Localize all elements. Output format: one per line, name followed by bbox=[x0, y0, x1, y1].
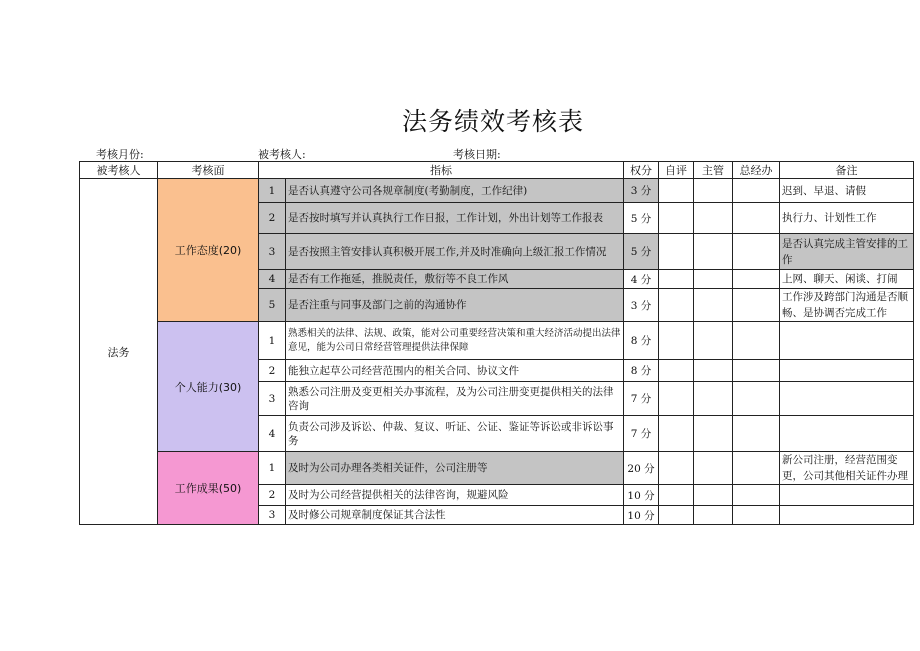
self-eval-cell[interactable] bbox=[659, 203, 694, 234]
weight-score: 10 分 bbox=[624, 506, 659, 525]
table-row bbox=[80, 179, 914, 203]
self-eval-cell[interactable] bbox=[659, 179, 694, 203]
gm-office-cell[interactable] bbox=[733, 360, 780, 382]
page-title: 法务绩效考核表 bbox=[401, 107, 584, 136]
self-eval-cell[interactable] bbox=[659, 322, 694, 360]
gm-office-cell[interactable] bbox=[733, 179, 780, 203]
row-number: 2 bbox=[259, 203, 286, 234]
supervisor-cell[interactable] bbox=[694, 179, 733, 203]
row-number: 4 bbox=[259, 416, 286, 452]
gm-office-cell[interactable] bbox=[733, 289, 780, 322]
indicator-text: 是否按照主管安排认真积极开展工作,并及时准确向上级汇报工作情况 bbox=[286, 234, 624, 270]
remark-cell: 执行力、计划性工作 bbox=[780, 203, 914, 234]
header-reviewee: 被考核人 bbox=[80, 162, 158, 179]
weight-score: 3 分 bbox=[624, 179, 659, 203]
indicator-text: 及时为公司经营提供相关的法律咨询，规避风险 bbox=[286, 485, 624, 506]
reviewee-label: 被考核人: bbox=[258, 148, 306, 161]
remark-cell: 上网、聊天、闲谈、打闹 bbox=[780, 270, 914, 289]
indicator-text: 负责公司涉及诉讼、仲裁、复议、听证、公证、鉴证等诉讼或非诉讼事务 bbox=[286, 416, 624, 452]
header-aspect: 考核面 bbox=[158, 162, 259, 179]
gm-office-cell[interactable] bbox=[733, 203, 780, 234]
indicator-text: 能独立起草公司经营范围内的相关合同、协议文件 bbox=[286, 360, 624, 382]
gm-office-cell[interactable] bbox=[733, 485, 780, 506]
review-month-label: 考核月份: bbox=[96, 148, 144, 161]
table-row bbox=[80, 452, 914, 485]
supervisor-cell[interactable] bbox=[694, 234, 733, 270]
supervisor-cell[interactable] bbox=[694, 382, 733, 416]
remark-cell bbox=[780, 416, 914, 452]
gm-office-cell[interactable] bbox=[733, 506, 780, 525]
self-eval-cell[interactable] bbox=[659, 234, 694, 270]
self-eval-cell[interactable] bbox=[659, 416, 694, 452]
weight-score: 8 分 bbox=[624, 360, 659, 382]
header-remarks: 备注 bbox=[780, 162, 914, 179]
gm-office-cell[interactable] bbox=[733, 270, 780, 289]
review-date-label: 考核日期: bbox=[453, 148, 501, 161]
weight-score: 5 分 bbox=[624, 234, 659, 270]
supervisor-cell[interactable] bbox=[694, 360, 733, 382]
remark-cell bbox=[780, 322, 914, 360]
gm-office-cell[interactable] bbox=[733, 452, 780, 485]
weight-score: 7 分 bbox=[624, 416, 659, 452]
self-eval-cell[interactable] bbox=[659, 270, 694, 289]
remark-cell bbox=[780, 360, 914, 382]
indicator-text: 是否按时填写并认真执行工作日报，工作计划，外出计划等工作报表 bbox=[286, 203, 624, 234]
row-number: 3 bbox=[259, 382, 286, 416]
category-result: 工作成果(50) bbox=[158, 452, 259, 525]
supervisor-cell[interactable] bbox=[694, 203, 733, 234]
self-eval-cell[interactable] bbox=[659, 485, 694, 506]
self-eval-cell[interactable] bbox=[659, 360, 694, 382]
weight-score: 7 分 bbox=[624, 382, 659, 416]
self-eval-cell[interactable] bbox=[659, 452, 694, 485]
indicator-text: 是否认真遵守公司各规章制度(考勤制度，工作纪律) bbox=[286, 179, 624, 203]
row-number: 3 bbox=[259, 506, 286, 525]
header-supervisor: 主管 bbox=[694, 162, 733, 179]
row-number: 2 bbox=[259, 485, 286, 506]
weight-score: 8 分 bbox=[624, 322, 659, 360]
self-eval-cell[interactable] bbox=[659, 289, 694, 322]
weight-score: 3 分 bbox=[624, 289, 659, 322]
gm-office-cell[interactable] bbox=[733, 416, 780, 452]
weight-score: 20 分 bbox=[624, 452, 659, 485]
gm-office-cell[interactable] bbox=[733, 382, 780, 416]
category-ability: 个人能力(30) bbox=[158, 322, 259, 452]
header-self-eval: 自评 bbox=[659, 162, 694, 179]
header-indicator: 指标 bbox=[259, 162, 624, 179]
row-number: 2 bbox=[259, 360, 286, 382]
supervisor-cell[interactable] bbox=[694, 506, 733, 525]
gm-office-cell[interactable] bbox=[733, 322, 780, 360]
evaluation-table bbox=[79, 161, 914, 525]
supervisor-cell[interactable] bbox=[694, 485, 733, 506]
row-number: 3 bbox=[259, 234, 286, 270]
remark-cell bbox=[780, 506, 914, 525]
row-number: 1 bbox=[259, 452, 286, 485]
header-gm-office: 总经办 bbox=[733, 162, 780, 179]
weight-score: 5 分 bbox=[624, 203, 659, 234]
table-row bbox=[80, 322, 914, 360]
weight-score: 4 分 bbox=[624, 270, 659, 289]
row-number: 4 bbox=[259, 270, 286, 289]
indicator-text: 熟悉公司注册及变更相关办事流程，及为公司注册变更提供相关的法律咨询 bbox=[286, 382, 624, 416]
supervisor-cell[interactable] bbox=[694, 289, 733, 322]
remark-cell bbox=[780, 382, 914, 416]
remark-cell: 工作涉及跨部门沟通是否顺畅、是协调否完成工作 bbox=[780, 289, 914, 322]
supervisor-cell[interactable] bbox=[694, 270, 733, 289]
reviewee-cell: 法务 bbox=[80, 179, 158, 525]
indicator-text: 及时为公司办理各类相关证件，公司注册等 bbox=[286, 452, 624, 485]
remark-cell bbox=[780, 485, 914, 506]
supervisor-cell[interactable] bbox=[694, 452, 733, 485]
self-eval-cell[interactable] bbox=[659, 506, 694, 525]
table-header bbox=[80, 162, 914, 179]
header-weight: 权分 bbox=[624, 162, 659, 179]
indicator-text: 及时修公司规章制度保证其合法性 bbox=[286, 506, 624, 525]
gm-office-cell[interactable] bbox=[733, 234, 780, 270]
row-number: 1 bbox=[259, 179, 286, 203]
supervisor-cell[interactable] bbox=[694, 416, 733, 452]
indicator-text: 是否注重与同事及部门之前的沟通协作 bbox=[286, 289, 624, 322]
row-number: 1 bbox=[259, 322, 286, 360]
remark-cell: 是否认真完成主管安排的工作 bbox=[780, 234, 914, 270]
weight-score: 10 分 bbox=[624, 485, 659, 506]
supervisor-cell[interactable] bbox=[694, 322, 733, 360]
row-number: 5 bbox=[259, 289, 286, 322]
remark-cell: 新公司注册，经营范围变更，公司其他相关证件办理 bbox=[780, 452, 914, 485]
category-attitude: 工作态度(20) bbox=[158, 179, 259, 322]
self-eval-cell[interactable] bbox=[659, 382, 694, 416]
indicator-text: 是否有工作拖延，推脱责任，敷衍等不良工作风 bbox=[286, 270, 624, 289]
remark-cell: 迟到、早退、请假 bbox=[780, 179, 914, 203]
indicator-text: 熟悉相关的法律、法规、政策，能对公司重要经营决策和重大经济活动提出法律意见，能为公司日常经营管理提供法律保障 bbox=[286, 322, 624, 360]
